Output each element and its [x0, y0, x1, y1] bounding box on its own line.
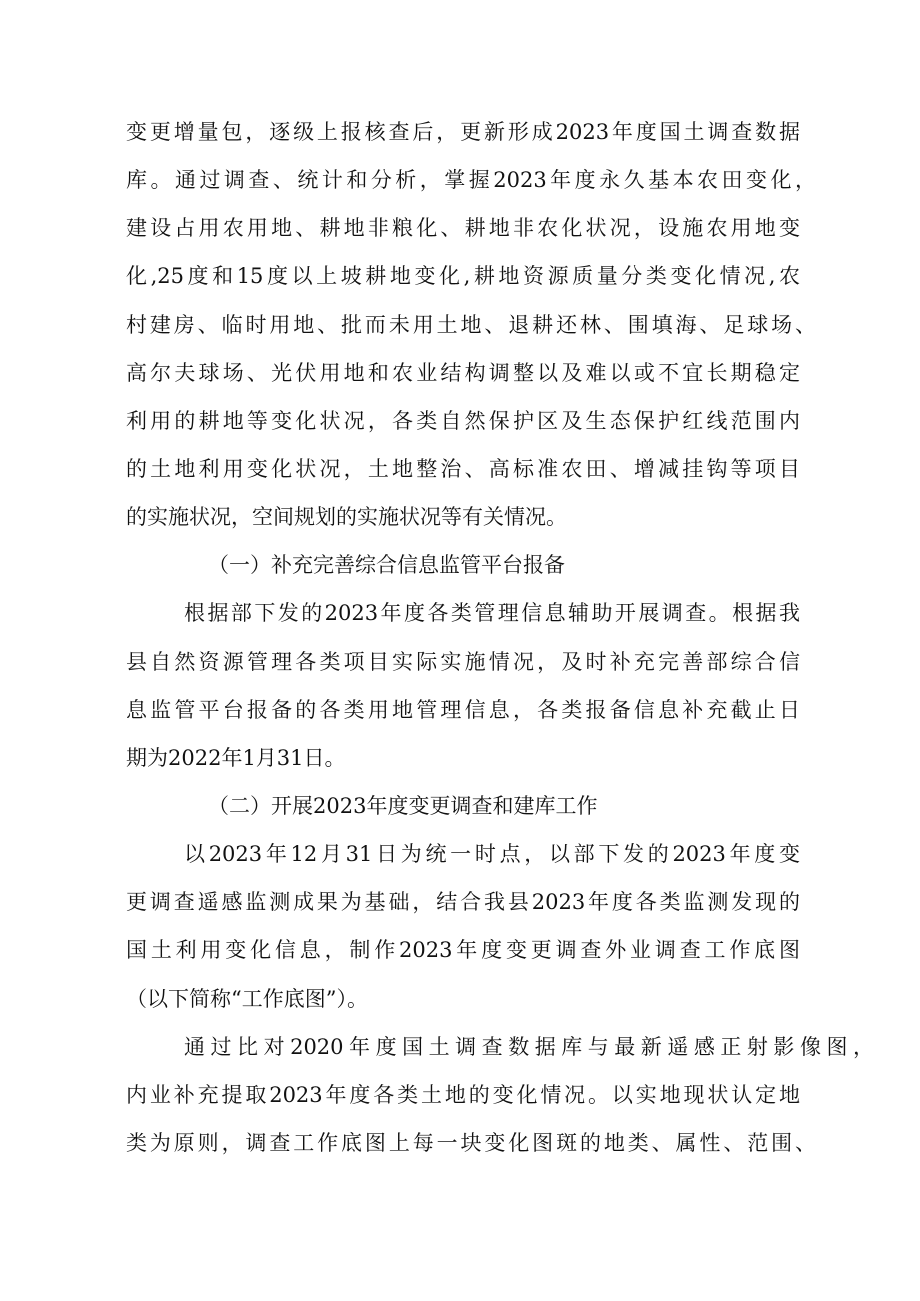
body-text-line: 国土利用变化信息，制作2023年度变更调查外业调查工作底图 — [126, 938, 800, 963]
body-text-line: 库。通过调查、统计和分析，掌握2023年度永久基本农田变化， — [126, 168, 816, 193]
body-text-line: （以下简称“工作底图”）。 — [126, 986, 368, 1011]
body-text-line: 根据部下发的2023年度各类管理信息辅助开展调查。根据我 — [184, 601, 800, 626]
section-heading-2: （二）开展2023年度变更调查和建库工作 — [208, 793, 598, 818]
body-text-line: 村建房、临时用地、批而未用土地、退耕还林、围填海、足球场、 — [126, 312, 816, 337]
section-heading-1: （一）补充完善综合信息监管平台报备 — [208, 553, 565, 578]
body-text-line: 县自然资源管理各类项目实际实施情况，及时补充完善部综合信 — [126, 649, 800, 674]
body-text-line: 通过比对2020年度国土调查数据库与最新遥感正射影像图， — [184, 1034, 874, 1059]
body-text-line: 利用的耕地等变化状况，各类自然保护区及生态保护红线范围内 — [126, 408, 800, 433]
body-text-line: 变更增量包，逐级上报核查后，更新形成2023年度国土调查数据 — [126, 120, 800, 144]
body-text-line: 息监管平台报备的各类用地管理信息，各类报备信息补充截止日 — [126, 697, 800, 722]
body-text-line: 的土地利用变化状况，土地整治、高标准农田、增减挂钩等项目 — [126, 456, 800, 481]
body-text-line: 的实施状况，空间规划的实施状况等有关情况。 — [126, 505, 567, 530]
body-text-line: 类为原则，调查工作底图上每一块变化图斑的地类、属性、范围、 — [126, 1130, 816, 1155]
body-text-line: 内业补充提取2023年度各类土地的变化情况。以实地现状认定地 — [126, 1082, 800, 1107]
body-text-line: 以2023年12月31日为统一时点，以部下发的2023年度变 — [184, 842, 800, 867]
body-text-line: 建设占用农用地、耕地非粮化、耕地非农化状况，设施农用地变 — [126, 216, 800, 241]
body-text-line: 期为2022年1月31日。 — [126, 745, 346, 770]
body-text-line: 化,25度和15度以上坡耕地变化,耕地资源质量分类变化情况,农 — [126, 264, 800, 289]
document-page — [126, 108, 874, 1167]
body-text-line: 高尔夫球场、光伏用地和农业结构调整以及难以或不宜长期稳定 — [126, 360, 800, 385]
body-text-line: 更调查遥感监测成果为基础，结合我县2023年度各类监测发现的 — [126, 890, 800, 915]
